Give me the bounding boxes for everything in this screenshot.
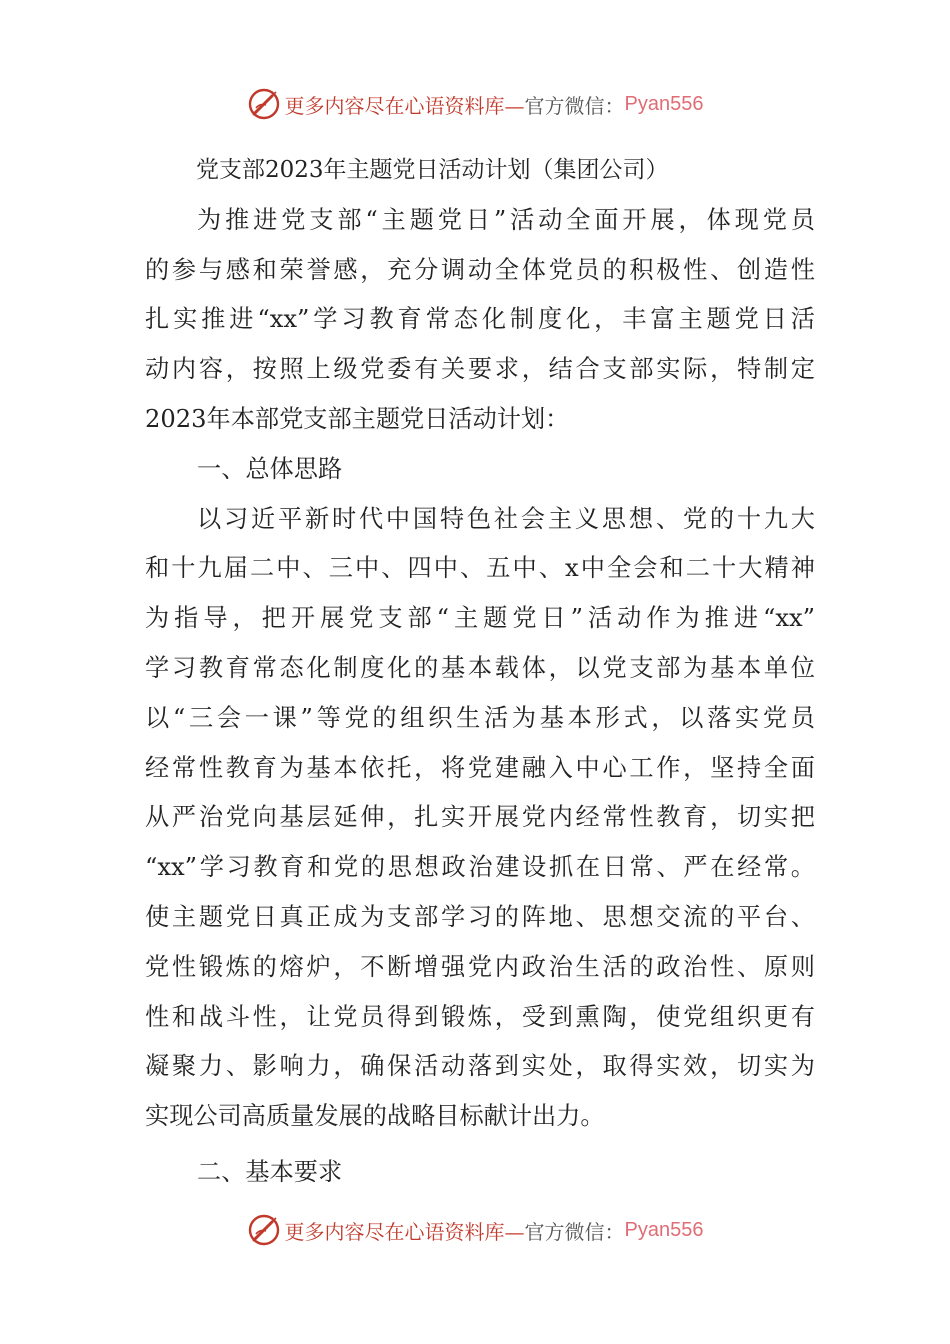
paragraph-line: 的参与感和荣誉感，充分调动全体党员的积极性、创造性 [145, 255, 815, 284]
pen-logo-icon [247, 1213, 281, 1247]
paragraph-line: “xx”学习教育和党的思想政治建设抓在日常、严在经常。 [145, 853, 815, 882]
section-heading: 一、总体思路 [197, 454, 343, 483]
paragraph-line: 以习近平新时代中国特色社会主义思想、党的十九大 [197, 504, 815, 533]
pen-logo-icon [247, 87, 281, 121]
paragraph-line: 为推进党支部“主题党日”活动全面开展，体现党员 [197, 205, 815, 234]
footer-wechat-label: 官方微信： [524, 1219, 625, 1244]
paragraph-line: 动内容，按照上级党委有关要求，结合支部实际，特制定 [145, 355, 815, 384]
section-heading: 二、基本要求 [197, 1157, 343, 1186]
paragraph-line: 实现公司高质量发展的战略目标献计出力。 [145, 1102, 605, 1131]
paragraph-line: 和十九届二中、三中、四中、五中、x中全会和二十大精神 [145, 554, 815, 583]
paragraph-line: 以“三会一课”等党的组织生活为基本形式，以落实党员 [145, 703, 815, 732]
paragraph-line: 凝聚力、影响力，确保活动落到实处，取得实效，切实为 [145, 1052, 815, 1081]
footer-wechat-id: Pyan556 [624, 1218, 704, 1241]
paragraph-line: 2023年本部党支部主题党日活动计划： [145, 404, 570, 433]
paragraph-line: 性和战斗性，让党员得到锻炼，受到熏陶，使党组织更有 [145, 1002, 815, 1031]
header-wechat-label: 官方微信： [524, 93, 625, 118]
header-banner [0, 84, 950, 124]
header-wechat-id: Pyan556 [624, 92, 704, 115]
document-title: 党支部2023年主题党日活动计划（集团公司） [196, 157, 669, 183]
document-body [145, 146, 815, 1198]
paragraph-line: 学习教育常态化制度化的基本载体，以党支部为基本单位 [145, 653, 815, 682]
paragraph-line: 经常性教育为基本依托，将党建融入中心工作，坚持全面 [145, 753, 815, 782]
header-promo-text: 更多内容尽在心语资料库— [284, 93, 525, 118]
paragraph-line: 为指导，把开展党支部“主题党日”活动作为推进“xx” [145, 604, 815, 633]
paragraph-line: 使主题党日真正成为支部学习的阵地、思想交流的平台、 [145, 902, 815, 931]
paragraph-line: 从严治党向基层延伸，扎实开展党内经常性教育，切实把 [145, 803, 815, 832]
footer-banner [0, 1210, 950, 1250]
paragraph-line: 扎实推进“xx”学习教育常态化制度化，丰富主题党日活 [145, 305, 815, 334]
footer-promo-text: 更多内容尽在心语资料库— [284, 1219, 525, 1244]
paragraph-line: 党性锻炼的熔炉，不断增强党内政治生活的政治性、原则 [145, 952, 815, 981]
